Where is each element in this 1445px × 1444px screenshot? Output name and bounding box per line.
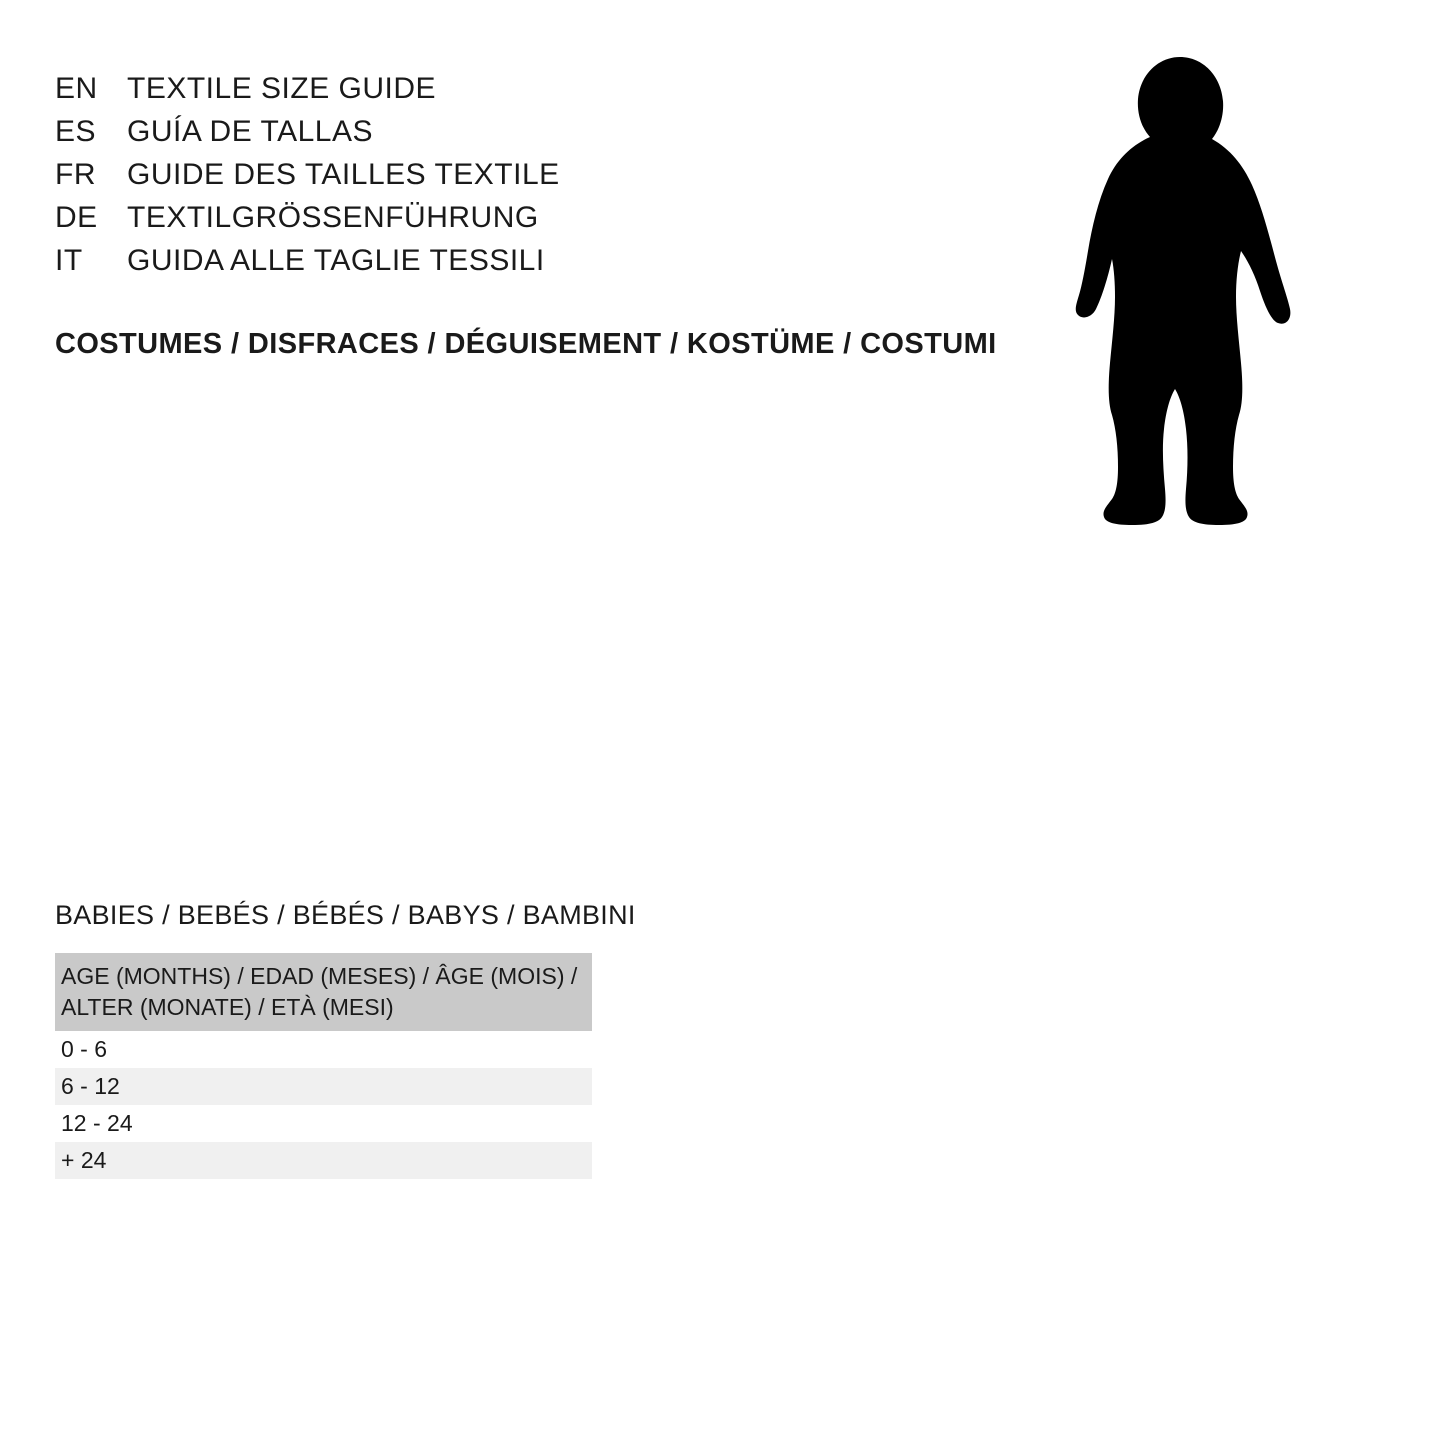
- language-label: TEXTILE SIZE GUIDE: [127, 72, 437, 105]
- table-row: [55, 1105, 592, 1142]
- table-cell-age: 0 - 6: [55, 1031, 592, 1068]
- size-table: [55, 953, 592, 1179]
- baby-silhouette-icon: [1062, 55, 1302, 530]
- table-cell-age: 6 - 12: [55, 1068, 592, 1105]
- language-code: IT: [55, 244, 83, 277]
- table-cell-age: 12 - 24: [55, 1105, 592, 1142]
- language-label: GUIDA ALLE TAGLIE TESSILI: [127, 244, 545, 277]
- size-table-title: BABIES / BEBÉS / BÉBÉS / BABYS / BAMBINI: [55, 900, 636, 930]
- language-code: FR: [55, 158, 96, 191]
- language-list: [55, 72, 560, 287]
- language-row: [55, 158, 560, 201]
- table-row: [55, 1068, 592, 1105]
- language-row: [55, 244, 560, 287]
- language-row: [55, 115, 560, 158]
- language-label: TEXTILGRÖSSENFÜHRUNG: [127, 201, 539, 234]
- size-table-section: [55, 900, 636, 1179]
- language-code: EN: [55, 72, 98, 105]
- table-row: [55, 1142, 592, 1179]
- table-row: [55, 1031, 592, 1068]
- language-label: GUÍA DE TALLAS: [127, 115, 373, 148]
- language-code: DE: [55, 201, 98, 234]
- size-table-header-age: AGE (MONTHS) / EDAD (MESES) / ÂGE (MOIS) / ALTER (MONATE) / ETÀ (MESI): [55, 953, 592, 1031]
- language-label: GUIDE DES TAILLES TEXTILE: [127, 158, 560, 191]
- language-row: [55, 201, 560, 244]
- category-heading: COSTUMES / DISFRACES / DÉGUISEMENT / KOSTÜME / COSTUMI: [55, 328, 997, 360]
- table-cell-age: + 24: [55, 1142, 592, 1179]
- language-row: [55, 72, 560, 115]
- language-code: ES: [55, 115, 97, 148]
